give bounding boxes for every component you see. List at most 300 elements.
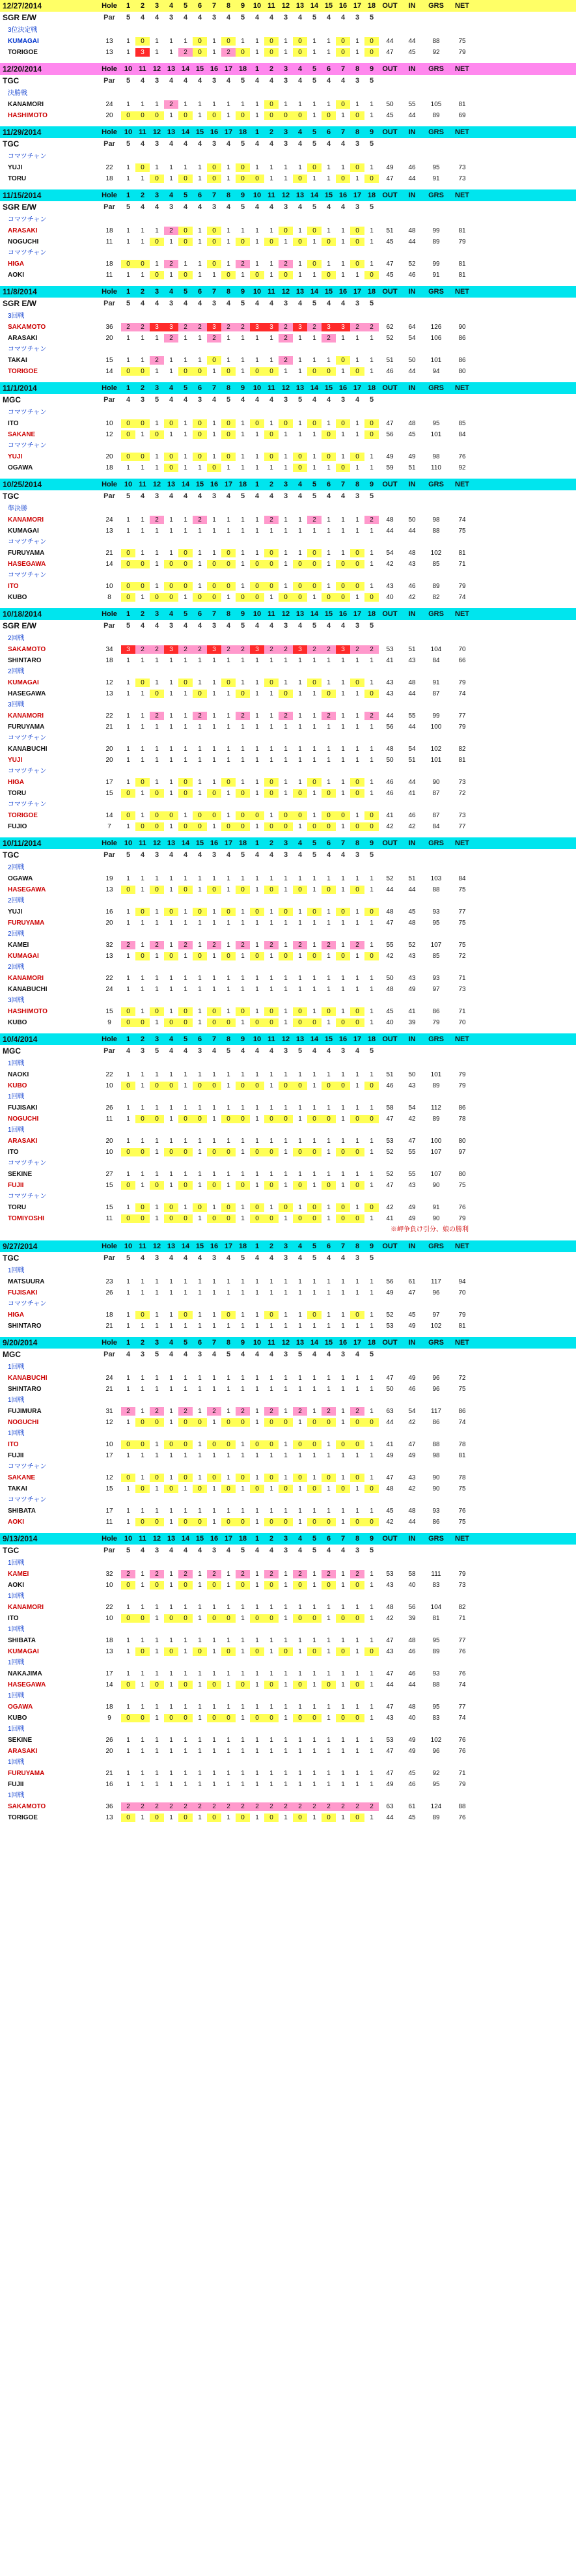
hole-score: 0 xyxy=(350,1418,364,1427)
par-value: 3 xyxy=(355,1254,360,1262)
player-row xyxy=(0,1581,576,1589)
hole-score: 1 xyxy=(198,101,202,108)
hole-score: 1 xyxy=(312,238,316,245)
player-in: 49 xyxy=(408,1737,416,1744)
player-row xyxy=(0,1137,576,1145)
hole-score: 0 xyxy=(150,175,164,183)
par-empty xyxy=(379,490,401,502)
player-out: 41 xyxy=(386,1215,394,1222)
hole-number: 12 xyxy=(281,610,290,618)
player-hc: 7 xyxy=(107,823,111,830)
hole-score: 0 xyxy=(336,356,350,365)
player-row xyxy=(0,111,576,120)
hole-score: 1 xyxy=(355,690,359,697)
hole-score: 1 xyxy=(198,1138,202,1145)
player-row xyxy=(0,175,576,183)
hole-number: 1 xyxy=(126,1035,131,1043)
hole-score: 1 xyxy=(212,431,216,438)
hole-number: 16 xyxy=(210,1535,219,1543)
hole-score: 1 xyxy=(341,712,345,720)
hole-score: 1 xyxy=(184,1604,187,1611)
hole-score: 1 xyxy=(155,1323,159,1330)
player-in: 64 xyxy=(408,324,416,331)
hole-score: 0 xyxy=(178,1581,193,1589)
hole-score: 0 xyxy=(350,227,364,235)
hole-number: 7 xyxy=(212,2,217,10)
hole-score: 1 xyxy=(126,746,130,753)
course-name: TGC xyxy=(3,76,20,85)
hole-score: 1 xyxy=(327,1737,331,1744)
hole-number: 4 xyxy=(169,610,174,618)
hole-score: 1 xyxy=(126,1452,130,1459)
hole-number: 1 xyxy=(254,1242,260,1250)
player-grs: 91 xyxy=(432,1204,440,1211)
course-name: MGC xyxy=(3,395,21,404)
course-name: MGC xyxy=(3,1046,21,1056)
par-empty xyxy=(401,1252,423,1264)
hole-score: 0 xyxy=(364,37,379,46)
hole-score: 1 xyxy=(241,919,245,927)
player-in: 51 xyxy=(408,875,416,882)
match-label xyxy=(0,767,576,776)
hole-number: 15 xyxy=(195,1242,204,1250)
player-row xyxy=(0,1813,576,1822)
match-label xyxy=(0,26,576,35)
player-in: 46 xyxy=(408,164,416,171)
hole-score: 1 xyxy=(169,38,173,45)
hole-score: 1 xyxy=(370,757,374,764)
par-label: Par xyxy=(103,14,115,21)
match-label xyxy=(0,1192,576,1201)
hole-score: 0 xyxy=(307,582,322,591)
par-value: 4 xyxy=(254,14,260,21)
hole-score: 1 xyxy=(284,875,288,882)
player-out: 41 xyxy=(386,1441,394,1448)
hole-score: 1 xyxy=(169,164,173,171)
hole-number: 8 xyxy=(226,610,231,618)
par-value: 3 xyxy=(212,77,217,85)
hole-score: 1 xyxy=(226,1323,230,1330)
hole-score: 0 xyxy=(150,1007,164,1016)
hole-score: 1 xyxy=(298,1104,302,1112)
hole-score: 1 xyxy=(241,527,245,535)
hole-number: 16 xyxy=(338,1035,348,1043)
player-name: TOMIYOSHI xyxy=(8,1215,44,1222)
hole-score: 1 xyxy=(298,527,302,535)
hole-score: 1 xyxy=(141,516,144,524)
hole-score: 1 xyxy=(341,823,345,830)
player-name: SAKANE xyxy=(8,1474,36,1481)
player-name: TORIGOE xyxy=(8,49,38,56)
par-value: 4 xyxy=(269,77,274,85)
par-value: 4 xyxy=(226,1254,231,1262)
hole-score: 1 xyxy=(327,1637,331,1644)
hole-number: 9 xyxy=(369,1535,374,1543)
hole-score: 2 xyxy=(150,1570,164,1578)
hole-score: 0 xyxy=(221,1518,236,1526)
hole-score: 1 xyxy=(312,757,316,764)
hole-score: 1 xyxy=(198,1408,202,1415)
hole-score: 1 xyxy=(126,1781,130,1788)
hole-score: 1 xyxy=(155,164,159,171)
player-name: KANABUCHI xyxy=(8,986,48,993)
player-in: 46 xyxy=(408,812,416,819)
hole-score: 1 xyxy=(298,1419,302,1426)
player-name: HASEGAWA xyxy=(8,561,46,568)
hole-score: 1 xyxy=(212,690,216,697)
hole-score: 2 xyxy=(178,48,193,57)
hole-score: 1 xyxy=(355,1171,359,1178)
hole-score: 1 xyxy=(184,746,187,753)
player-row xyxy=(0,1203,576,1212)
hole-score: 2 xyxy=(350,1802,364,1811)
match-label xyxy=(0,996,576,1005)
hole-score: 0 xyxy=(293,1007,307,1016)
hole-score: 1 xyxy=(212,453,216,460)
hole-number: 15 xyxy=(195,128,204,136)
hole-score: 1 xyxy=(241,1289,245,1296)
player-hc: 13 xyxy=(105,49,113,56)
hole-score: 2 xyxy=(121,323,135,331)
hole-score: 1 xyxy=(155,260,159,268)
player-name: SAKAMOTO xyxy=(8,324,46,331)
hole-score: 1 xyxy=(355,1104,359,1112)
hole-score: 1 xyxy=(255,1670,259,1677)
hole-score: 1 xyxy=(341,1182,345,1189)
hole-score: 1 xyxy=(155,453,159,460)
hole-score: 2 xyxy=(364,1802,379,1811)
player-out: 48 xyxy=(386,986,394,993)
hole-score: 0 xyxy=(164,1148,178,1156)
hole-score: 2 xyxy=(150,712,164,720)
hole-score: 2 xyxy=(322,712,336,720)
hole-score: 1 xyxy=(241,1278,245,1285)
hole-score: 1 xyxy=(341,1474,345,1481)
hole-score: 0 xyxy=(121,260,135,268)
hole-score: 1 xyxy=(155,657,159,664)
player-net: 84 xyxy=(458,431,466,438)
player-hc: 13 xyxy=(105,690,113,697)
hole-number: 18 xyxy=(367,2,376,10)
hole-score: 0 xyxy=(307,1311,322,1319)
hole-label: Hole xyxy=(102,839,117,847)
hole-score: 1 xyxy=(284,746,288,753)
player-hc: 10 xyxy=(105,1582,113,1589)
hole-score: 1 xyxy=(184,1289,187,1296)
hole-score: 1 xyxy=(169,1507,173,1515)
hole-score: 1 xyxy=(370,112,374,119)
hole-number: 5 xyxy=(312,1242,317,1250)
hole-score: 1 xyxy=(126,690,130,697)
hole-score: 1 xyxy=(212,975,216,982)
hole-score: 1 xyxy=(355,357,359,364)
hole-score: 1 xyxy=(370,1637,374,1644)
hole-score: 2 xyxy=(121,1570,135,1578)
hole-score: 0 xyxy=(293,811,307,820)
player-net: 74 xyxy=(458,516,466,524)
hole-score: 0 xyxy=(193,430,207,439)
player-name: ITO xyxy=(8,1441,19,1448)
hole-score: 1 xyxy=(298,164,302,171)
hole-score: 0 xyxy=(221,1485,236,1493)
hole-score: 1 xyxy=(198,1289,202,1296)
hole-score: 0 xyxy=(178,111,193,120)
hole-score: 1 xyxy=(241,1386,245,1393)
hole-score: 2 xyxy=(279,260,293,268)
hole-score: 1 xyxy=(126,1637,130,1644)
hole-score: 1 xyxy=(126,1278,130,1285)
hole-number: 14 xyxy=(310,191,319,199)
hole-number: 2 xyxy=(140,1339,145,1347)
hole-score: 0 xyxy=(207,1474,221,1482)
player-name: FUJII xyxy=(8,1182,24,1189)
hole-score: 2 xyxy=(307,645,322,654)
hole-score: 1 xyxy=(312,1571,316,1578)
hole-score: 1 xyxy=(312,690,316,697)
player-row xyxy=(0,1714,576,1722)
match-label xyxy=(0,1758,576,1767)
player-net: 71 xyxy=(458,561,466,568)
hole-number: 13 xyxy=(167,481,176,488)
hole-score: 1 xyxy=(370,550,374,557)
hole-score: 0 xyxy=(150,1581,164,1589)
hole-score: 1 xyxy=(298,1770,302,1777)
player-in: 55 xyxy=(408,712,416,720)
par-value: 4 xyxy=(140,77,145,85)
hole-score: 1 xyxy=(370,919,374,927)
player-net: 81 xyxy=(458,1452,466,1459)
hole-score: 2 xyxy=(307,1802,322,1811)
hole-score: 0 xyxy=(307,227,322,235)
col-out: OUT xyxy=(382,839,398,847)
par-value: 3 xyxy=(212,1547,217,1554)
player-hc: 21 xyxy=(105,550,113,557)
par-value: 5 xyxy=(312,492,317,500)
hole-number: 15 xyxy=(324,384,333,392)
hole-score: 1 xyxy=(341,1737,345,1744)
hole-score: 0 xyxy=(350,822,364,831)
hole-score: 1 xyxy=(341,1571,345,1578)
hole-score: 1 xyxy=(155,679,159,686)
par-value: 5 xyxy=(240,622,245,630)
hole-score: 1 xyxy=(355,1703,359,1711)
par-value: 4 xyxy=(212,396,217,404)
hole-number: 11 xyxy=(267,1339,275,1347)
player-in: 51 xyxy=(408,646,416,653)
hole-score: 1 xyxy=(312,1474,316,1481)
player-in: 48 xyxy=(408,919,416,927)
hole-score: 1 xyxy=(355,953,359,960)
hole-score: 2 xyxy=(350,941,364,949)
hole-score: 1 xyxy=(169,657,173,664)
hole-score: 0 xyxy=(164,908,178,916)
hole-number: 2 xyxy=(269,1535,274,1543)
hole-score: 0 xyxy=(178,1115,193,1123)
hole-score: 1 xyxy=(155,1703,159,1711)
player-grs: 97 xyxy=(432,986,440,993)
hole-score: 1 xyxy=(241,1615,245,1622)
player-row xyxy=(0,260,576,268)
player-grs: 88 xyxy=(432,527,440,535)
player-net: 94 xyxy=(458,1278,466,1285)
hole-score: 2 xyxy=(236,323,250,331)
hole-score: 1 xyxy=(169,919,173,927)
par-value: 4 xyxy=(312,396,317,404)
hole-score: 1 xyxy=(141,1289,144,1296)
hole-score: 1 xyxy=(169,690,173,697)
player-in: 49 xyxy=(408,986,416,993)
player-hc: 12 xyxy=(105,1474,113,1481)
hole-score: 1 xyxy=(184,101,187,108)
hole-score: 0 xyxy=(193,1647,207,1656)
hole-score: 1 xyxy=(126,1323,130,1330)
hole-score: 2 xyxy=(264,516,279,524)
player-name: TORIGOE xyxy=(8,368,38,375)
par-empty xyxy=(423,394,449,406)
hole-score: 1 xyxy=(341,112,345,119)
par-value: 4 xyxy=(326,77,331,85)
hole-score: 1 xyxy=(284,550,288,557)
hole-score: 0 xyxy=(264,560,279,568)
par-value: 4 xyxy=(183,14,188,21)
match-label xyxy=(0,538,576,546)
par-value: 4 xyxy=(240,1351,245,1358)
hole-score: 1 xyxy=(327,975,331,982)
hole-score: 0 xyxy=(293,1681,307,1689)
hole-score: 1 xyxy=(370,1375,374,1382)
hole-score: 1 xyxy=(198,1748,202,1755)
par-empty xyxy=(423,1045,449,1057)
player-hc: 32 xyxy=(105,942,113,949)
hole-number: 17 xyxy=(224,1242,233,1250)
par-value: 4 xyxy=(340,622,346,630)
hole-score: 0 xyxy=(279,690,293,698)
hole-score: 1 xyxy=(312,1507,316,1515)
player-row xyxy=(0,516,576,524)
hole-score: 1 xyxy=(327,1375,331,1382)
hole-score: 0 xyxy=(236,1007,250,1016)
hole-score: 2 xyxy=(207,1802,221,1811)
hole-score: 1 xyxy=(184,594,187,601)
player-out: 53 xyxy=(386,1323,394,1330)
hole-score: 1 xyxy=(141,1082,144,1089)
hole-score: 0 xyxy=(135,778,150,787)
player-row xyxy=(0,356,576,365)
hole-score: 1 xyxy=(155,1507,159,1515)
hole-score: 0 xyxy=(221,1148,236,1156)
player-out: 48 xyxy=(386,516,394,524)
hole-score: 1 xyxy=(212,1171,216,1178)
hole-score: 0 xyxy=(336,811,350,820)
par-value: 4 xyxy=(226,77,231,85)
match-label xyxy=(0,963,576,972)
hole-score: 0 xyxy=(121,1148,135,1156)
hole-number: 11 xyxy=(139,1535,146,1543)
hole-score: 2 xyxy=(336,1802,350,1811)
hole-label: Hole xyxy=(102,1339,117,1347)
player-out: 44 xyxy=(386,712,394,720)
event-date: 10/4/2014 xyxy=(3,1035,38,1044)
hole-number: 9 xyxy=(240,2,245,10)
player-row xyxy=(0,919,576,927)
hole-number: 1 xyxy=(254,65,260,73)
hole-score: 0 xyxy=(264,430,279,439)
par-value: 5 xyxy=(126,1254,131,1262)
player-row xyxy=(0,1214,576,1223)
player-out: 44 xyxy=(386,527,394,535)
player-hc: 10 xyxy=(105,1615,113,1622)
hole-score: 1 xyxy=(341,227,345,234)
hole-score: 1 xyxy=(226,164,230,171)
hole-score: 1 xyxy=(169,112,173,119)
player-net: 71 xyxy=(458,975,466,982)
player-in: 49 xyxy=(408,1204,416,1211)
hole-score: 1 xyxy=(370,1182,374,1189)
hole-score: 1 xyxy=(284,1681,288,1688)
hole-score: 0 xyxy=(322,1518,336,1526)
player-grs: 102 xyxy=(430,746,442,753)
hole-score: 1 xyxy=(312,712,316,720)
hole-number: 17 xyxy=(224,65,233,73)
hole-score: 1 xyxy=(198,583,202,590)
player-in: 41 xyxy=(408,790,416,797)
par-value: 4 xyxy=(269,1254,274,1262)
player-in: 49 xyxy=(408,453,416,460)
hole-number: 9 xyxy=(240,610,245,618)
hole-score: 0 xyxy=(121,1681,135,1689)
player-net: 70 xyxy=(458,646,466,653)
hole-score: 0 xyxy=(135,37,150,46)
player-grs: 96 xyxy=(432,1375,440,1382)
hole-number: 1 xyxy=(126,2,131,10)
hole-score: 1 xyxy=(226,1408,230,1415)
par-value: 5 xyxy=(312,140,317,148)
player-name: HASEGAWA xyxy=(8,886,46,893)
hole-score: 0 xyxy=(207,789,221,798)
player-net: 78 xyxy=(458,1474,466,1481)
player-out: 52 xyxy=(386,875,394,882)
hole-score: 1 xyxy=(141,335,144,342)
player-grs: 117 xyxy=(431,1278,441,1285)
hole-score: 1 xyxy=(327,679,331,686)
hole-score: 1 xyxy=(169,975,173,982)
col-grs: GRS xyxy=(428,481,444,488)
par-empty xyxy=(379,394,401,406)
hole-score: 1 xyxy=(312,1582,316,1589)
player-out: 51 xyxy=(386,227,394,234)
hole-score: 1 xyxy=(184,1278,187,1285)
player-grs: 101 xyxy=(430,757,442,764)
hole-score: 1 xyxy=(155,1311,159,1319)
match-label xyxy=(0,1692,576,1700)
player-net: 71 xyxy=(458,1770,466,1777)
hole-score: 1 xyxy=(241,908,245,916)
hole-score: 0 xyxy=(350,1581,364,1589)
par-value: 4 xyxy=(269,622,274,630)
hole-score: 1 xyxy=(284,1715,288,1722)
hole-score: 1 xyxy=(298,1452,302,1459)
hole-score: 0 xyxy=(164,1485,178,1493)
hole-score: 1 xyxy=(241,368,245,375)
hole-number: 10 xyxy=(253,1035,262,1043)
hole-score: 0 xyxy=(322,453,336,461)
hole-number: 18 xyxy=(238,839,247,847)
col-grs: GRS xyxy=(428,2,444,10)
hole-number: 9 xyxy=(240,384,245,392)
hole-number: 15 xyxy=(195,1535,204,1543)
hole-score: 1 xyxy=(169,1637,173,1644)
hole-score: 1 xyxy=(141,1703,144,1711)
